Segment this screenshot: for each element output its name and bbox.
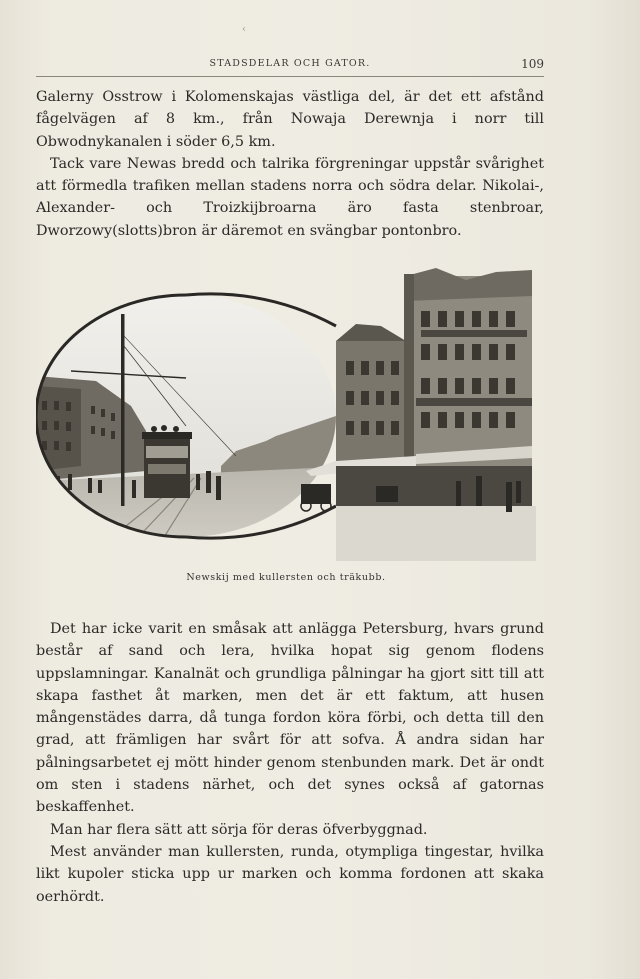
top-text-block xyxy=(36,86,544,242)
paragraph: Galerny Osstrow i Kolomenskajas västliga del, är det ett afstånd fågelvägen af 8 km., från Nowaja Derewnja i norr till Obwodnykanalen i söder 6,5 km. xyxy=(36,89,544,150)
figure-caption: Newskij med kullersten och träkubb. xyxy=(186,572,386,583)
page-number: 109 xyxy=(521,57,544,71)
paragraph: Man har flera sätt att sörja för deras öfverbyggnad. xyxy=(50,821,428,838)
right-buildings xyxy=(301,268,536,561)
tram xyxy=(142,425,192,498)
page-mark: ‹ xyxy=(242,24,246,35)
paragraph: Det har icke varit en småsak att anlägga Petersburg, hvars grund består af sand och lera, hvilka hopat sig genom flodens uppslamningar. Kanalnät och grundliga pålningar ha gjort sitt till att skapa fasthet åt marken, men det är ett faktum, att husen mångenstädes darra, då tunga fordon köra förbi, och detta till den grad, att främligen har svårt för att sofva. Å andra sidan har pålningsarbetet ej mött hinder genom stenbunden mark. Det är ondt om sten i stadens närhet, och det synes också af gatornas beskaffenhet. xyxy=(36,621,544,816)
paragraph: Tack vare Newas bredd och talrika förgreningar uppstår svårighet att förmedla trafiken mellan stadens norra och södra delar. Nikolai-, Alexander- och Troizkijbroarna äro fasta stenbroar, Dworzowy(slotts)bron är däremot en svängbar pontonbro. xyxy=(36,155,544,239)
bottom-text-block xyxy=(36,618,544,908)
street-photograph xyxy=(36,266,536,566)
paragraph: Mest använder man kullersten, runda, otympliga tingestar, hvilka likt kupoler sticka upp ur marken och komma fordonen att skaka oerhördt. xyxy=(36,843,544,905)
page-header xyxy=(36,56,544,77)
running-head: STADSDELAR OCH GATOR. xyxy=(209,58,371,69)
oval-vignette xyxy=(36,266,356,566)
